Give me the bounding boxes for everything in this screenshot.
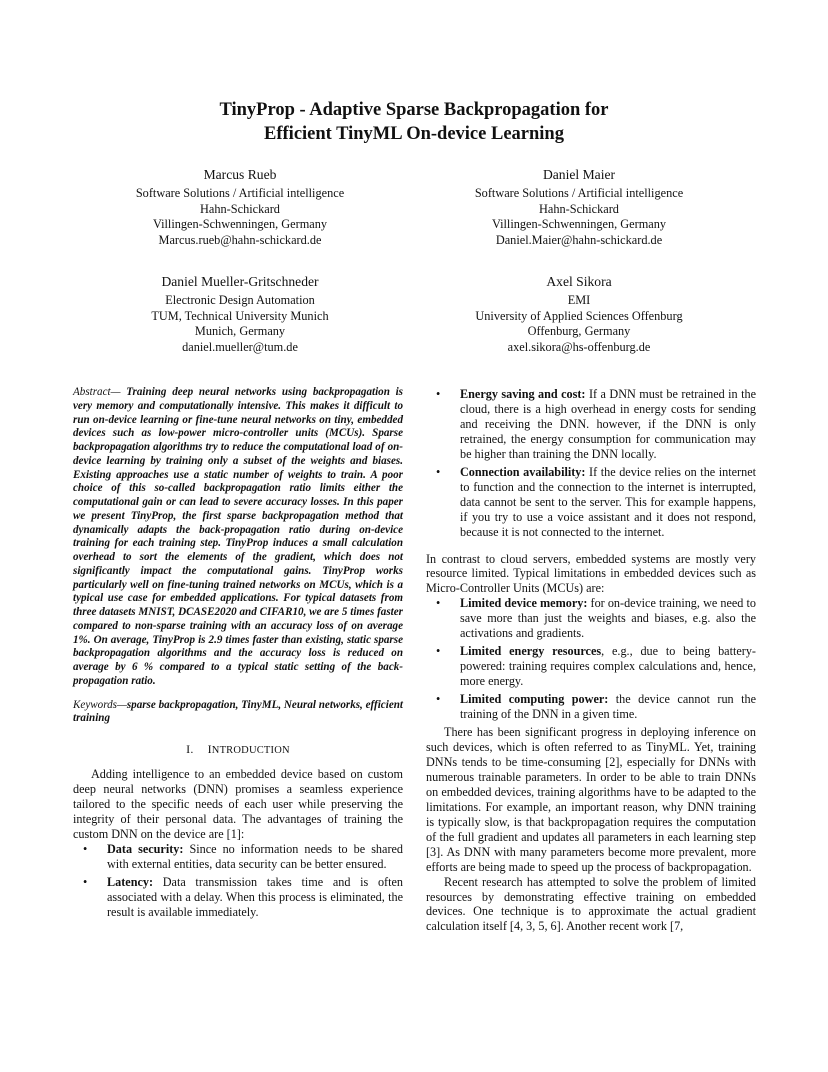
author-affiliation: Hahn-Schickard [200,201,280,216]
left-column [73,386,403,922]
author-location: Villingen-Schwenningen, Germany [491,217,667,232]
author-name: Marcus Rueb [203,167,277,182]
bullet-icon: • [83,841,88,856]
keywords-text: sparse backpropagation, TinyML, Neural networks, efficient training [73,698,403,725]
list-item-term: Limited energy resources [460,644,602,659]
paragraph: In contrast to cloud servers, embedded systems are mostly very resource limited. Typical limitations in embedded devices such as Micro-Controller Units (MCUs) are: [426,551,756,596]
author-email: Marcus.rueb@hahn-schickard.de [158,232,322,247]
author-block [75,273,405,355]
author-affiliation: University of Applied Sciences Offenburg [475,308,683,323]
section-number: I. [186,742,194,756]
list-item-term: Data security: [107,841,184,856]
author-affiliation: TUM, Technical University Munich [151,308,329,323]
abstract-text: Training deep neural networks using backpropagation is very memory and computationally intensive. This makes it difficult to run on-device learning or fine-tune neural networks on tiny, embedded devices such as low-power micro-controller units (MCUs). Sparse backpropagation algorithms try to reduce the computational load of on-device learning by training only a subset of the weights and biases. Existing approaches use a static number of weights to train. A poor choice of this so-called backpropagation ratio limits either the computational gain or can lead to severe accuracy losses. In this paper we present TinyProp, the first sparse backpropagation method that dynamically adapts the back-propagation ratio during on-device training for each training step. TinyProp induces a small calculation overhead to sort the elements of the gradient, which does not significantly impact the computational gains. TinyProp works particularly well on fine-tuning trained networks on MCUs, which is a typical use case for embedded applications. For typical datasets from three datasets MNIST, DCASE2020 and CIFAR10, we are 5 times faster compared to non-sparse training with an accuracy loss of on average 1%. On average, TinyProp is 2.9 times faster than existing, static sparse backpropagation algorithms and the accuracy loss is reduced on average by 6 % compared to a typical static setting of the back-propagation ratio. [73,386,403,687]
author-affiliation: Software Solutions / Artificial intelligence [135,186,345,200]
list-item [426,387,756,462]
right-column [426,387,756,934]
bullet-icon: • [436,464,441,479]
paper-title [0,98,828,146]
author-affiliation: Electronic Design Automation [165,293,315,307]
bullet-icon: • [83,874,88,889]
list-item-term: Limited device memory: [460,596,588,611]
list-item-text: Since no information needs to be shared with external entities, data security can be better ensured. [107,841,403,871]
author-block [414,166,744,248]
list-item-term: Limited computing power: [460,692,609,707]
section-heading [73,742,403,759]
list-item [73,842,403,872]
author-email: Daniel.Maier@hahn-schickard.de [495,232,663,247]
list-item [426,692,756,722]
author-name: Daniel Mueller-Gritschneder [161,274,319,289]
author-affiliation: Software Solutions / Artificial intelligence [474,186,684,200]
list-item-text: If the device relies on the internet to function and the connection to the internet is interrupted, data cannot be sent to the server. This for example happens, if you try to use a voice assistant and it does not respond, because it is not connected to the internet. [460,464,756,539]
bullet-icon: • [436,596,441,611]
bullet-icon: • [436,644,441,659]
author-affiliation: Hahn-Schickard [539,201,619,216]
author-email: axel.sikora@hs-offenburg.de [507,339,651,354]
list-item-text: , e.g., due to being battery-powered: training requires complex calculations and, hence, more energy. [460,644,756,689]
author-name: Daniel Maier [542,167,616,182]
list-item-text: the device cannot run the training of the DNN in a given time. [460,692,756,722]
abstract [73,386,403,689]
title-line-2: Efficient TinyML On-device Learning [264,124,564,144]
list-item-text: If a DNN must be retrained in the cloud, there is a high overhead in energy costs for sending and receiving the DNN. however, if the DNN is only retrained, the energy consumption for communication may be higher than training the DNN locally. [460,387,756,461]
author-email: daniel.mueller@tum.de [182,339,298,354]
list-item-term: Energy saving and cost: [460,387,586,401]
abstract-lead: Abstract— [73,386,121,398]
keywords [73,699,403,727]
author-name: Axel Sikora [546,274,612,289]
bullet-list [426,596,756,722]
section-title-initial: I [207,742,212,756]
paragraph: There has been significant progress in deploying inference on such devices, which is often referred to as TinyML. Yet, training DNNs tends to be time-consuming [2], especially for DNNs with numerous trainable parameters. In order to be able to train DNNs on embedded devices, training algorithms have to be adapted to the limitations. For example, an important reason, why DNN training is typically slow, is that backpropagation requires the computation of the full gradient and updates all parameters in each learning step [3]. As DNN with many parameters become more prevalent, more efforts are being made to speed up the process of backpropagation. [426,725,756,874]
title-line-1: TinyProp - Adaptive Sparse Backpropagation for [219,100,609,120]
paragraph: Recent research has attempted to solve the problem of limited resources by demonstrating effective training on embedded devices. One technique is to approximate the actual gradient calculation itself [4, 3, 5, 6]. Another recent work [7, [426,874,756,934]
list-item-text: Data transmission takes time and is often associated with a delay. When this process is eliminated, the result is available immediately. [107,874,403,919]
list-item-text: for on-device training, we need to save more than just the weights and biases, e.g. also the activations and gradients. [460,596,756,641]
section-title-rest: NTRODUCTION [211,745,290,756]
author-location: Munich, Germany [194,324,286,339]
keywords-lead: Keywords— [73,698,127,711]
author-block [75,166,405,248]
list-item [426,596,756,641]
list-item-term: Connection availability: [460,464,586,479]
list-item-term: Latency: [107,874,154,889]
bullet-list [426,387,756,540]
paragraph: Adding intelligence to an embedded device based on custom deep neural networks (DNN) promises a seamless experience tailored to the specific needs of each user while preserving the integrity of their personal data. The advantages of training the custom DNN on the device are [1]: [73,766,403,841]
list-item [426,644,756,689]
bullet-icon: • [436,692,441,707]
author-block [414,273,744,355]
author-affiliation: EMI [567,293,591,307]
list-item [426,465,756,540]
author-location: Villingen-Schwenningen, Germany [152,217,328,232]
bullet-list [73,842,403,920]
bullet-icon: • [436,387,441,401]
author-location: Offenburg, Germany [527,324,631,339]
list-item [73,875,403,920]
